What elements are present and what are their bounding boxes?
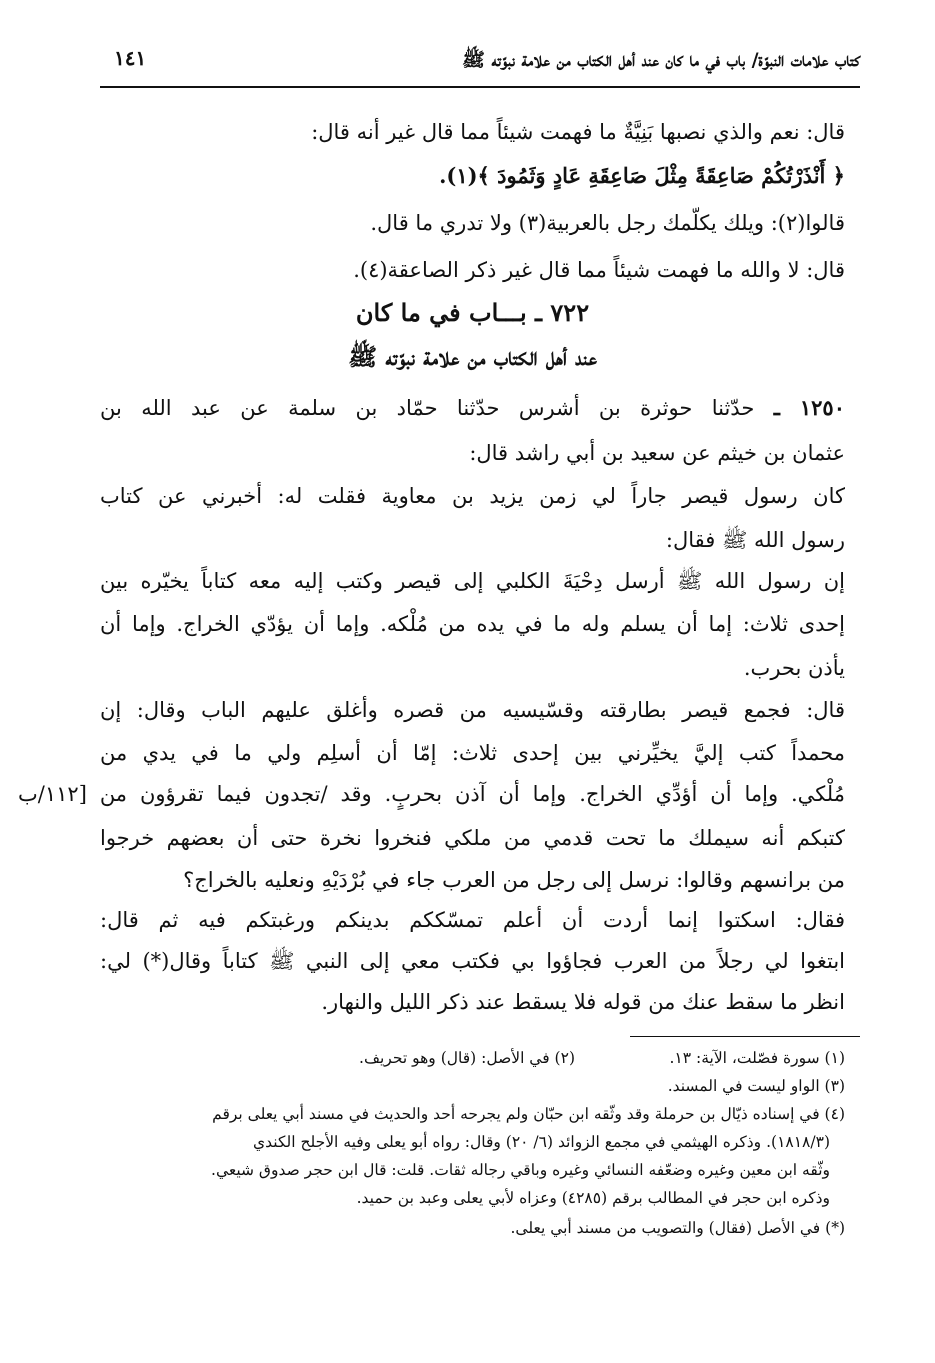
footnote-separator [630,1036,860,1037]
page-number: ١٤١ [114,46,147,70]
hadith-line-14: ابتغوا لي رجلاً من العرب فجاؤوا بي فكتب معي إلى النبي ﷺ كتاباً وقال(*) لي: [100,949,845,973]
text-line: قال: لا والله ما فهمت شيئاً مما قال غير ذكر الصاعقة(٤). [353,258,845,282]
hadith-line-12: من برانسهم وقالوا: نرسل إلى رجل من العرب جاء في بُرْدَيْهِ ونعليه بالخراج؟ [183,868,845,892]
hadith-line-6: إحدى ثلاث: إما أن يسلم وله ما في يده من مُلْكه. وإما أن يؤدّي الخراج. وإما أن [100,612,845,636]
header-title: كتاب علامات النبوّة/ باب في ما كان عند أهل الكتاب من علامة نبوّته ﷺ [461,49,860,71]
footnote-4-cont: (١٨١٨/٣). وذكره الهيثمي في مجمع الزوائد (٦/ ٢٠) وقال: رواه أبو يعلى وفيه الأجلح الكندي [253,1133,830,1151]
footnote-1: (١) سورة فصّلت، الآية: ١٣. [669,1049,845,1067]
hadith-line-15: انظر ما سقط عنك من قوله فلا يسقط عند ذكر الليل والنهار. [321,990,845,1014]
hadith-line-10: مُلْكي. وإما أن أؤدِّي الخراج. وإما أن آذن بحربٍ. وقد /تجدون فيما تقرؤون من [١١٢/ب [18,782,845,806]
hadith-line-13: فقال: اسكتوا إنما أردت أن أعلم تمسّككم بدينكم ورغبتكم فيه ثم قال: [100,908,845,932]
hadith-line-4: رسول الله ﷺ فقال: [665,528,845,552]
footnote-4: (٤) في إسناده ذيّال بن حرملة وقد وثّقه ابن حبّان ولم يجرحه أحد والحديث في مسند أبي يعلى برقم [212,1105,845,1123]
hadith-line-2: عثمان بن خيثم عن سعيد بن أبي راشد قال: [469,441,845,465]
hadith-line-3: كان رسول قيصر جاراً لي زمن يزيد بن معاوية فقلت له: أخبرني عن كتاب [100,484,845,508]
hadith-line-5: إن رسول الله ﷺ أرسل دِحْيَةَ الكلبي إلى قيصر وكتب إليه معه كتاباً يخيّره بين [100,569,845,593]
footnote-star: (*) في الأصل (فقال) والتصويب من مسند أبي يعلى. [510,1219,845,1237]
running-header [100,44,860,88]
footnote-4-cont: وذكره ابن حجر في المطالب برقم (٤٢٨٥) وعزاه لأبي يعلى وعبد بن حميد. [356,1189,830,1207]
text-line: قالوا(٢): ويلك يكلّمك رجل بالعربية(٣) ولا تدري ما قال. [370,211,845,235]
hadith-line-1 [100,392,845,424]
footnote-4-cont: وثّقه ابن معين وغيره وضعّفه النسائي وغيره وباقي رجاله ثقات. قلت: قال ابن حجر صدوق شيعي. [211,1161,830,1179]
hadith-line-7: يأذن بحرب. [743,656,845,680]
chapter-heading-line1: ٧٢٢ ـ بـــاب في ما كان [355,298,590,327]
hadith-line-9: محمداً كتب إليَّ يخيِّرني بين إحدى ثلاث: إمّا أن أسلِم ولي ما في يدي من [100,741,845,765]
hadith-text: حدّثنا حوثرة بن أشرس حدّثنا حمّاد بن سلمة عن عبد الله بن [100,396,755,420]
footnote-3: (٣) الواو ليست في المسند. [667,1077,845,1095]
hadith-number: ١٢٥٠ ـ [773,395,845,420]
text-line: قال: نعم والذي نصبها بَنِيَّةٌ ما فهمت شيئاً مما قال غير أنه قال: [311,120,845,144]
chapter-heading-line2: عند أهل الكتاب من علامة نبوّته ﷺ [348,342,597,371]
hadith-line-11: كتبكم أنه سيملك ما تحت قدمي من ملكي فنخروا نخرة حتى أن بعضهم خرجوا [100,826,845,850]
quran-verse: ﴿ أَنْذَرْتُكُمْ صَاعِقَةً مِثْلَ صَاعِقَةِ عَادٍ وَثَمُودَ ﴾(١). [439,163,845,188]
hadith-line-8: قال: فجمع قيصر بطارقته وقسّيسيه من قصره وأغلق عليهم الباب وقال: إن [100,698,845,722]
footnote-2: (٢) في الأصل: (قال) وهو تحريف. [359,1049,575,1067]
